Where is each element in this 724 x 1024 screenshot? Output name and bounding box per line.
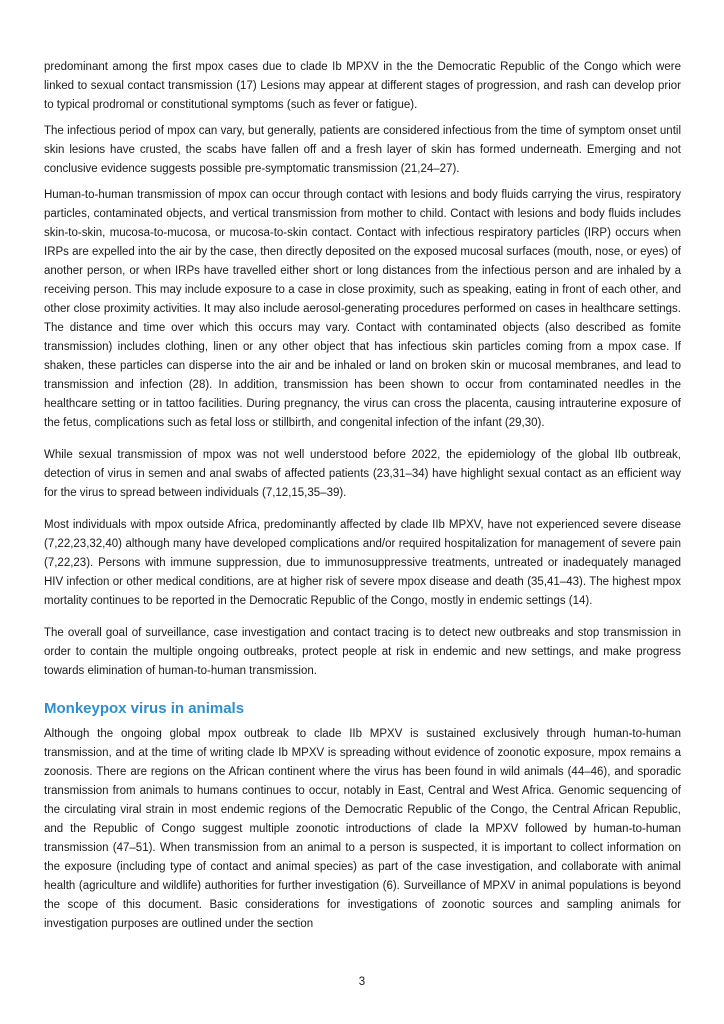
paragraph-sexual-transmission: While sexual transmission of mpox was not well understood before 2022, the epidemiology of the global IIb outbreak, detection of virus in semen and anal swabs of affected patients (23,31–34) have highlight sexual contact as an efficient way for the virus to spread between individuals (7,12,15,35–39). [44, 449, 681, 499]
page-number: 3 [358, 976, 366, 988]
paragraph-infectious-period: The infectious period of mpox can vary, but generally, patients are considered infectious from the time of symptom onset until skin lesions have crusted, the scabs have fallen off and a fresh layer of skin has formed underneath. Emerging and not conclusive evidence suggests possible pre-symptomatic transmission (21,24–27). [44, 125, 681, 175]
paragraph-animals: Although the ongoing global mpox outbreak to clade IIb MPXV is sustained exclusively through human-to-human transmission, and at the time of writing clade Ib MPXV is spreading without evidence of zoonotic exposure, mpox remains a zoonosis. There are regions on the African continent where the virus has been found in wild animals (44–46), and sporadic transmission from animals to humans continues to occur, notably in East, Central and West Africa. Genomic sequencing of the circulating viral strain in most endemic regions of the Democratic Republic of the Congo, the Central African Republic, and the Republic of Congo suggest multiple zoonotic introductions of clade Ia MPXV followed by human-to-human transmission (47–51). When transmission from an animal to a person is suspected, it is important to collect information on the exposure (including type of contact and animal species) as part of the case investigation, and collaborate with animal health (agriculture and wildlife) authorities for further investigation (6). Surveillance of MPXV in animal populations is beyond the scope of this document. Basic considerations for investigations of zoonotic sources and sampling animals for investigation purposes are outlined under the section [44, 728, 681, 930]
paragraph-surveillance-goal: The overall goal of surveillance, case investigation and contact tracing is to detect new outbreaks and stop transmission in order to contain the multiple ongoing outbreaks, protect people at risk in endemic and new settings, and make progress towards elimination of human-to-human transmission. [44, 627, 681, 677]
paragraph-clinical-presentation: predominant among the first mpox cases due to clade Ib MPXV in the the Democratic Republic of the Congo which were linked to sexual contact transmission (17) Lesions may appear at different stages of progression, and rash can develop prior to typical prodromal or constitutional symptoms (such as fever or fatigue). [44, 61, 681, 111]
section-heading-animals: Monkeypox virus in animals [44, 700, 245, 717]
paragraph-transmission-routes: Human-to-human transmission of mpox can occur through contact with lesions and body fluids carrying the virus, respiratory particles, contaminated objects, and vertical transmission from mother to child. Contact with lesions and body fluids includes skin-to-skin, mucosa-to-mucosa, or mucosa-to-skin contact. Contact with infectious respiratory particles (IRP) occurs when IRPs are expelled into the air by the case, then directly deposited on the exposed mucosal surfaces (mouth, nose, or eyes) of another person, or when IRPs have travelled either short or long distances from the infectious person and are inhaled by a receiving person. This may include exposure to a case in close proximity, such as speaking, eating in front of each other, and other close proximity activities. It may also include aerosol-generating procedures performed on cases in healthcare settings. The distance and time over which this occurs may vary. Contact with contaminated objects (also described as fomite transmission) includes clothing, linen or any other object that has infectious skin particles coming from a mpox case. If shaken, these particles can disperse into the air and be inhaled or land on broken skin or mucosal membranes, and lead to transmission and infection (28). In addition, transmission has been shown to occur from contaminated needles in the healthcare setting or in tattoo facilities. During pregnancy, the virus can cross the placenta, causing intrauterine exposure of the fetus, complications such as fetal loss or stillbirth, and congenital infection of the infant (29,30). [44, 189, 681, 429]
paragraph-severity: Most individuals with mpox outside Africa, predominantly affected by clade IIb MPXV, have not experienced severe disease (7,22,23,32,40) although many have developed complications and/or required hospitalization for management of severe pain (7,22,23). Persons with immune suppression, due to immunosuppressive treatments, untreated or inadequately managed HIV infection or other medical conditions, are at higher risk of severe mpox disease and death (35,41–43). The highest mpox mortality continues to be reported in the Democratic Republic of the Congo, mostly in endemic settings (14). [44, 519, 681, 607]
document-page [44, 58, 681, 941]
